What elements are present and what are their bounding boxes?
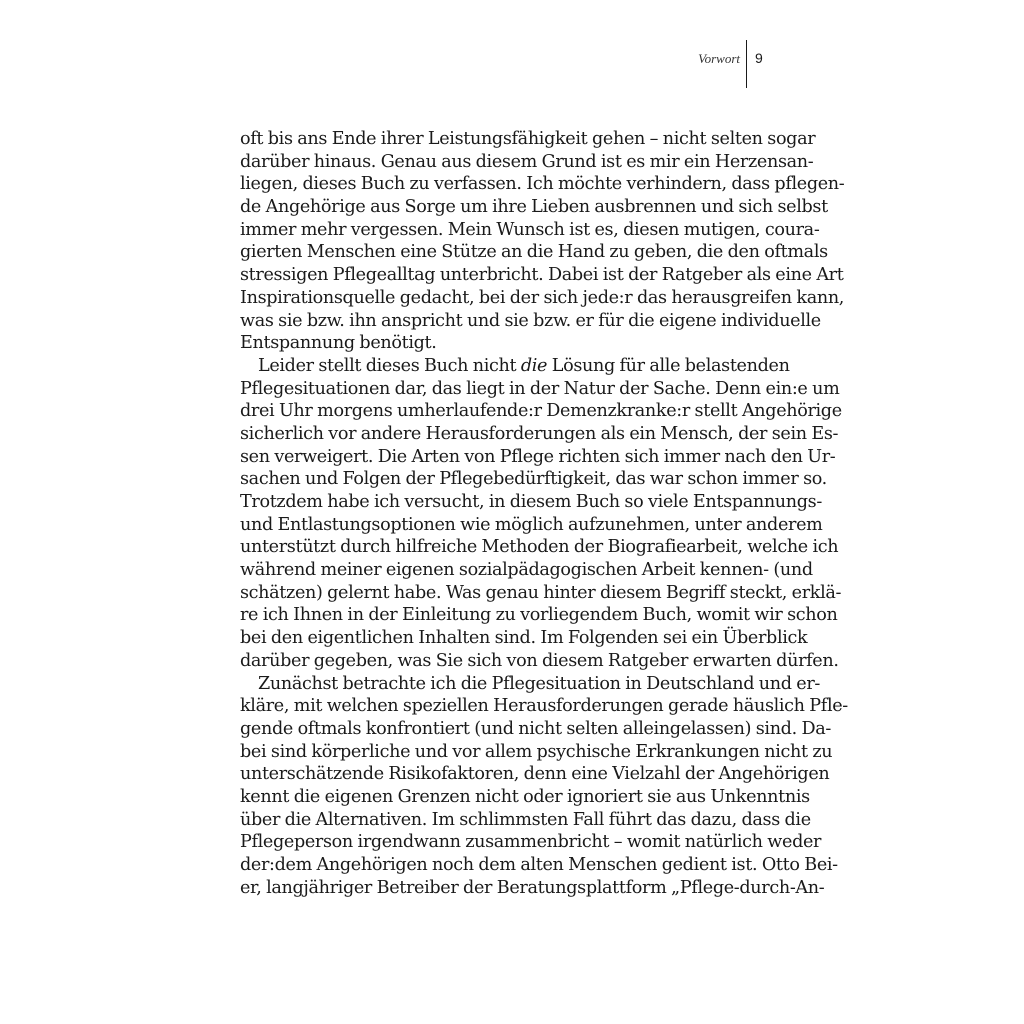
- text-line: während meiner eigenen sozialpädagogischen Arbeit kennen- (und: [240, 560, 813, 581]
- text-line: bei den eigentlichen Inhalten sind. Im Folgenden sei ein Überblick: [240, 628, 808, 649]
- text-line: der:dem Angehörigen noch dem alten Menschen gedient ist. Otto Bei-: [240, 855, 838, 875]
- text-line: stressigen Pflegealltag unterbricht. Dabei ist der Ratgeber als eine Art: [240, 265, 844, 286]
- text-run: Leider stellt dieses Buch nicht: [258, 355, 521, 376]
- text-line: liegen, dieses Buch zu verfassen. Ich möchte verhindern, dass pflegen-: [240, 174, 845, 195]
- text-line: kläre, mit welchen speziellen Herausforderungen gerade häuslich Pfle-: [240, 696, 848, 717]
- text-line: oft bis ans Ende ihrer Leistungsfähigkeit gehen – nicht selten sogar: [240, 129, 816, 149]
- paragraph-first-line: [240, 355, 790, 378]
- text-line: sicherlich vor andere Herausforderungen als ein Mensch, der sein Es-: [240, 423, 839, 444]
- text-line: darüber gegeben, was Sie sich von diesem Ratgeber erwarten dürfen.: [240, 650, 839, 671]
- text-line: Inspirationsquelle gedacht, bei der sich jede:r das herausgreifen kann,: [240, 287, 845, 308]
- text-line: schätzen) gelernt habe. Was genau hinter diesem Begriff steckt, erklä-: [240, 582, 842, 603]
- text-line: gende oftmals konfrontiert (und nicht selten alleingelassen) sind. Da-: [240, 718, 831, 739]
- text-line: Pflegesituationen dar, das liegt in der Natur der Sache. Denn ein:e um: [240, 378, 840, 399]
- text-line: de Angehörige aus Sorge um ihre Lieben ausbrennen und sich selbst: [240, 197, 828, 218]
- running-head-title: Vorwort: [698, 51, 740, 66]
- text-line: über die Alternativen. Im schlimmsten Fall führt das dazu, dass die: [240, 809, 811, 830]
- text-line: re ich Ihnen in der Einleitung zu vorliegendem Buch, womit wir schon: [240, 605, 838, 626]
- text-line: sachen und Folgen der Pflegebedürftigkeit, das war schon immer so.: [240, 469, 827, 490]
- text-line: sen verweigert. Die Arten von Pflege richten sich immer nach den Ur-: [240, 446, 836, 467]
- text-line: bei sind körperliche und vor allem psychische Erkrankungen nicht zu: [240, 741, 833, 762]
- text-line: unterschätzende Risikofaktoren, denn eine Vielzahl der Angehörigen: [240, 764, 830, 785]
- body-text: [240, 128, 848, 899]
- text-line: und Entlastungsoptionen wie möglich aufzunehmen, unter anderem: [240, 514, 823, 535]
- text-run: Lösung für alle belastenden: [547, 355, 790, 376]
- text-line: was sie bzw. ihn anspricht und sie bzw. er für die eigene individuelle: [240, 310, 821, 331]
- text-line: unterstützt durch hilfreiche Methoden der Biografiearbeit, welche ich: [240, 537, 839, 558]
- text-line: Trotzdem habe ich versucht, in diesem Buch so viele Entspannungs-: [240, 492, 822, 512]
- page-number: 9: [755, 50, 763, 66]
- text-line: immer mehr vergessen. Mein Wunsch ist es, diesen mutigen, coura-: [240, 219, 820, 240]
- text-line: Pflegeperson irgendwann zusammenbricht – womit natürlich weder: [240, 832, 822, 853]
- text-line: Entspannung benötigt.: [240, 333, 437, 354]
- text-line: kennt die eigenen Grenzen nicht oder ignoriert sie aus Unkenntnis: [240, 786, 810, 807]
- text-line: darüber hinaus. Genau aus diesem Grund ist es mir ein Herzensan-: [240, 151, 814, 172]
- emphasis: die: [520, 355, 548, 376]
- text-line: drei Uhr morgens umherlaufende:r Demenzkranke:r stellt Angehörige: [240, 401, 842, 422]
- text-line: er, langjähriger Betreiber der Beratungsplattform „Pflege-durch-An-: [240, 877, 825, 898]
- header-divider: [746, 40, 747, 88]
- text-line: gierten Menschen eine Stütze an die Hand zu geben, die den oftmals: [240, 242, 828, 263]
- paragraph-first-line: Zunächst betrachte ich die Pflegesituation in Deutschland und er-: [258, 673, 820, 694]
